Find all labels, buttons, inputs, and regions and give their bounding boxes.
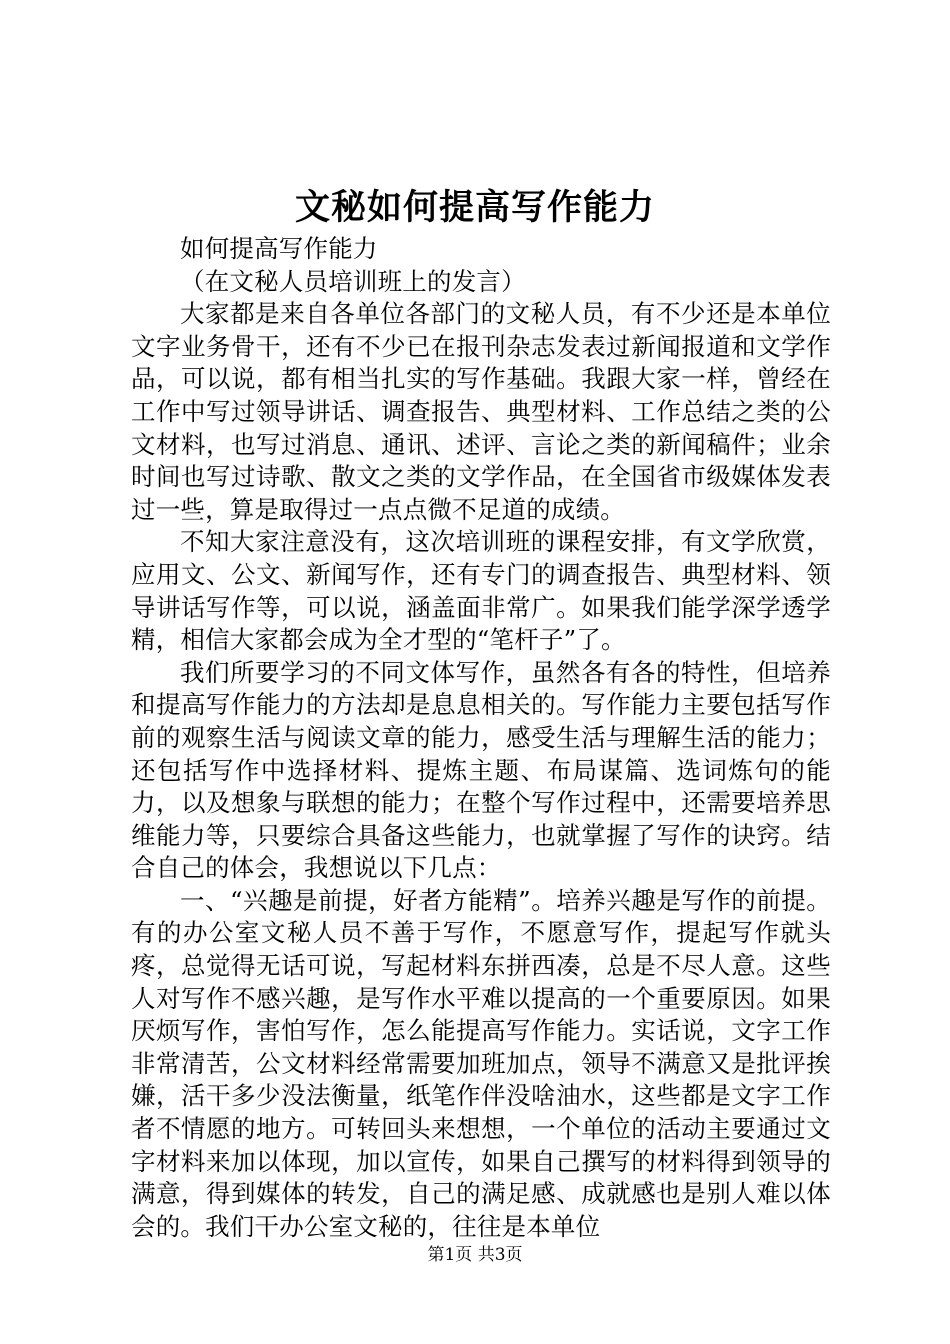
body-paragraph: 不知大家注意没有，这次培训班的课程安排，有文学欣赏，应用文、公文、新闻写作，还有专门的调查报告、典型材料、领导讲话写作等，可以说，涵盖面非常广。如果我们能学深学透学精，相信大家都会成为全才型的“笔杆子”了。 <box>131 527 831 655</box>
body-paragraph: 一、“兴趣是前提，好者方能精”。培养兴趣是写作的前提。有的办公室文秘人员不善于写作，不愿意写作，提起写作就头疼，总觉得无话可说，写起材料东拼西凑，总是不尽人意。这些人对写作不感兴趣，是写作水平难以提高的一个重要原因。如果厌烦写作，害怕写作，怎么能提高写作能力。实话说，文字工作非常清苦，公文材料经常需要加班加点，领导不满意又是批评挨嫌，活干多少没法衡量，纸笔作伴没啥油水，这些都是文字工作者不情愿的地方。可转回头来想想，一个单位的活动主要通过文字材料来加以体现，加以宣传，如果自己撰写的材料得到领导的满意，得到媒体的转发，自己的满足感、成就感也是别人难以体会的。我们干办公室文秘的，往往是本单位 <box>131 885 831 1241</box>
page-footer <box>0 1243 950 1267</box>
page-number-label: 第1页 共3页 <box>427 1245 523 1265</box>
body-paragraph: 我们所要学习的不同文体写作，虽然各有各的特性，但培养和提高写作能力的方法却是息息相关的。写作能力主要包括写作前的观察生活与阅读文章的能力，感受生活与理解生活的能力；还包括写作中选择材料、提炼主题、布局谋篇、选词炼句的能力，以及想象与联想的能力；在整个写作过程中，还需要培养思维能力等，只要综合具备这些能力，也就掌握了写作的诀窍。结合自己的体会，我想说以下几点： <box>131 657 831 883</box>
document-body <box>131 233 831 1243</box>
document-title: 文秘如何提高写作能力 <box>294 187 655 228</box>
body-paragraph: 大家都是来自各单位各部门的文秘人员，有不少还是本单位文字业务骨干，还有不少已在报刊杂志发表过新闻报道和文学作品，可以说，都有相当扎实的写作基础。我跟大家一样，曾经在工作中写过领导讲话、调查报告、典型材料、工作总结之类的公文材料，也写过消息、通讯、述评、言论之类的新闻稿件；业余时间也写过诗歌、散文之类的文学作品，在全国省市级媒体发表过一些，算是取得过一点点微不足道的成绩。 <box>131 299 831 524</box>
speech-note-paragraph: （在文秘人员培训班上的发言） <box>180 266 526 296</box>
subtitle-paragraph: 如何提高写作能力 <box>180 234 378 263</box>
